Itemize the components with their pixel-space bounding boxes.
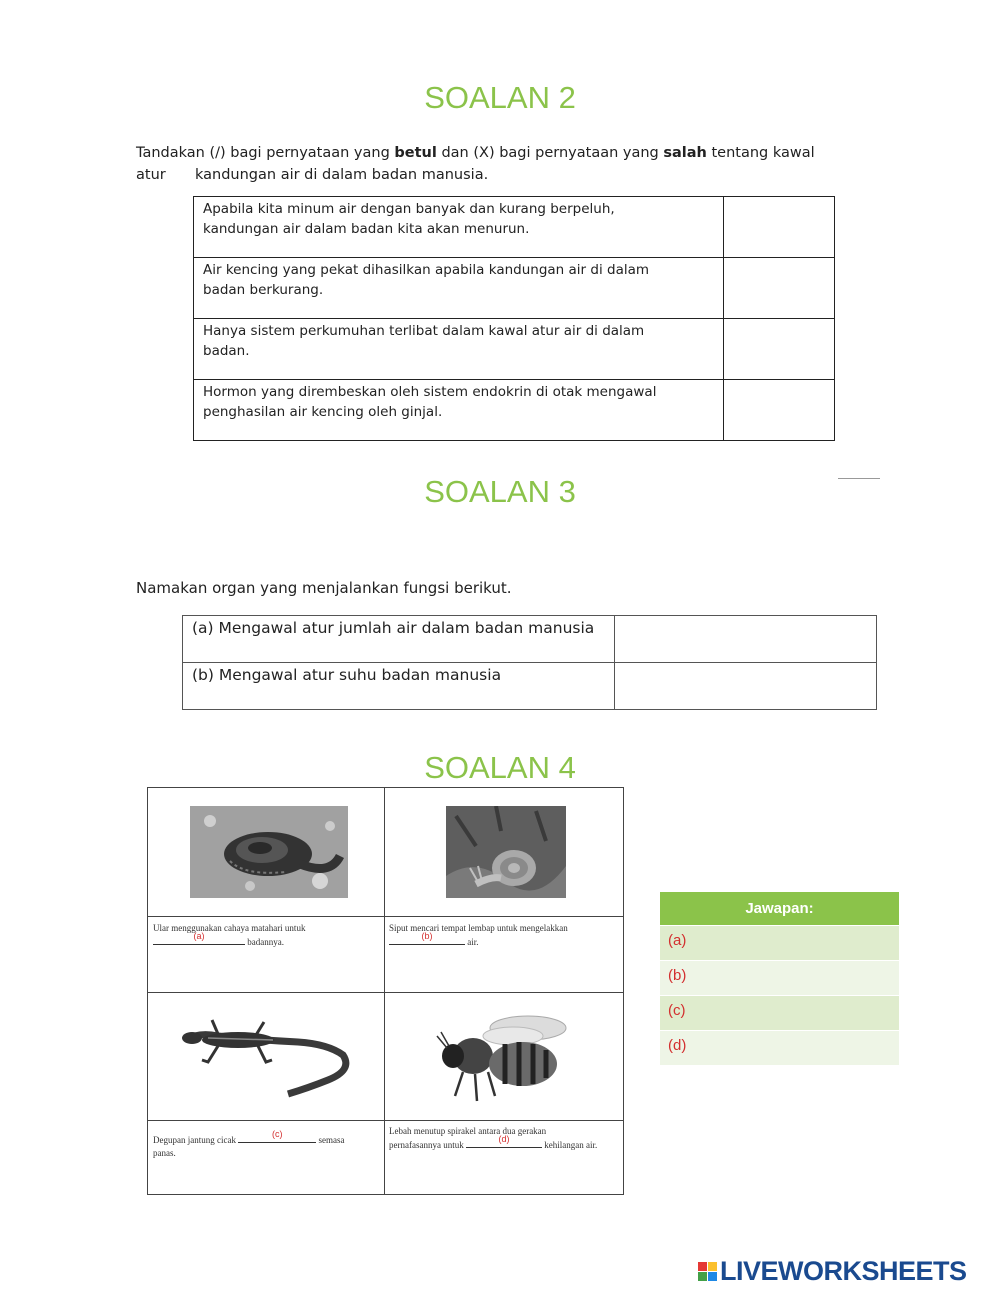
caption-text: Siput mencari tempat lembap untuk mengelakkan: [389, 923, 568, 933]
caption-a: [153, 922, 381, 949]
grid-divider: [148, 992, 623, 993]
answer-input-cell[interactable]: [724, 258, 835, 319]
answer-input-cell[interactable]: [615, 616, 877, 663]
lizard-photo: [178, 1010, 358, 1100]
answer-input-cell[interactable]: [724, 197, 835, 258]
caption-text: pernafasannya untuk: [389, 1140, 464, 1150]
caption-text: Lebah menutup spirakel antara dua gerakan: [389, 1126, 547, 1136]
logo-square-icon: [698, 1272, 707, 1281]
answer-row-c[interactable]: (c): [660, 995, 899, 1030]
snake-photo: [190, 806, 348, 898]
blank-label: (c): [271, 1129, 283, 1139]
blank-label: (d): [498, 1134, 510, 1144]
soalan-4-heading: SOALAN 4: [424, 750, 576, 785]
answer-box: [660, 892, 899, 1065]
statement-line: badan.: [203, 343, 250, 359]
logo-mark-icon: [698, 1262, 717, 1281]
caption-text: panas.: [153, 1148, 176, 1158]
statement-line: Hormon yang dirembeskan oleh sistem endokrin di otak mengawal: [203, 384, 657, 400]
logo-square-icon: [698, 1262, 707, 1271]
caption-text: Ular menggunakan cahaya matahari untuk: [153, 923, 306, 933]
caption-text: badannya.: [247, 937, 284, 947]
caption-text: kehilangan air.: [544, 1140, 598, 1150]
answer-input-cell[interactable]: [615, 663, 877, 710]
caption-b: [389, 922, 618, 949]
answer-row-b[interactable]: (b): [660, 960, 899, 995]
caption-c: [153, 1129, 381, 1160]
blank-b[interactable]: [389, 931, 465, 945]
statement-cell: [194, 197, 724, 258]
organ-table: [182, 615, 877, 710]
snail-photo: [446, 806, 566, 898]
table-row: [194, 319, 835, 380]
grid-divider: [384, 788, 385, 1194]
answer-input-cell[interactable]: [724, 319, 835, 380]
caption-text: air.: [467, 937, 479, 947]
soalan-2-heading: SOALAN 2: [424, 80, 576, 115]
statement-line: Apabila kita minum air dengan banyak dan kurang berpeluh,: [203, 201, 615, 217]
statement-cell: [194, 258, 724, 319]
table-row: [194, 197, 835, 258]
logo-square-icon: [708, 1262, 717, 1271]
table-row: [194, 380, 835, 441]
divider: [838, 478, 880, 479]
soalan-3-instruction: Namakan organ yang menjalankan fungsi berikut.: [136, 579, 512, 597]
caption-d: [389, 1125, 618, 1152]
soalan-3-heading: SOALAN 3: [424, 474, 576, 509]
blank-c[interactable]: [238, 1129, 316, 1143]
instruction-bold-salah: salah: [663, 145, 707, 161]
blank-d[interactable]: [466, 1134, 542, 1148]
instruction-text: tentang kawal atur: [136, 145, 815, 183]
instruction-bold-betul: betul: [394, 145, 437, 161]
logo-square-icon: [708, 1272, 717, 1281]
caption-text: Degupan jantung cicak: [153, 1135, 236, 1145]
table-row: [183, 616, 877, 663]
blank-label: (b): [421, 931, 433, 941]
soalan-2-instruction-line2: kandungan air di dalam badan manusia.: [195, 167, 489, 183]
caption-text: semasa: [318, 1135, 345, 1145]
statement-line: penghasilan air kencing oleh ginjal.: [203, 404, 443, 420]
answer-box-header: Jawapan:: [660, 892, 899, 925]
liveworksheets-logo: [698, 1256, 967, 1287]
answer-row-d[interactable]: (d): [660, 1030, 899, 1065]
statement-line: Hanya sistem perkumuhan terlibat dalam kawal atur air di dalam: [203, 323, 645, 339]
statement-line: badan berkurang.: [203, 282, 324, 298]
table-row: [194, 258, 835, 319]
question-cell: (a) Mengawal atur jumlah air dalam badan manusia: [183, 616, 615, 663]
statement-cell: [194, 380, 724, 441]
statement-line: kandungan air dalam badan kita akan menurun.: [203, 221, 530, 237]
answer-row-a[interactable]: (a): [660, 925, 899, 960]
animal-grid: [147, 787, 624, 1195]
blank-label: (a): [193, 931, 205, 941]
statement-cell: [194, 319, 724, 380]
instruction-text: dan (X) bagi pernyataan yang: [436, 145, 664, 161]
logo-text: LIVEWORKSHEETS: [720, 1256, 967, 1286]
question-cell: (b) Mengawal atur suhu badan manusia: [183, 663, 615, 710]
grid-divider: [148, 916, 623, 917]
answer-input-cell[interactable]: [724, 380, 835, 441]
bee-photo: [433, 1006, 573, 1106]
true-false-table: [193, 196, 835, 441]
blank-a[interactable]: [153, 931, 245, 945]
grid-divider: [148, 1120, 623, 1121]
statement-line: Air kencing yang pekat dihasilkan apabila kandungan air di dalam: [203, 262, 650, 278]
instruction-text: Tandakan (/) bagi pernyataan yang: [136, 145, 395, 161]
table-row: [183, 663, 877, 710]
